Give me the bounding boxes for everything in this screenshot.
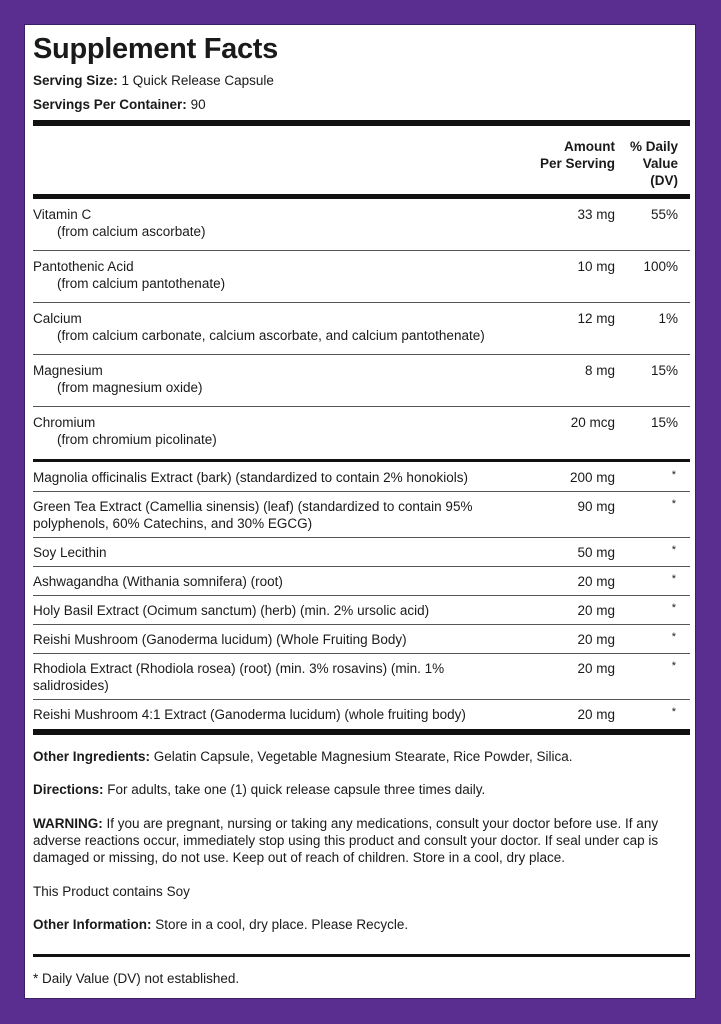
thick-rule-header [33, 194, 690, 199]
row-divider [33, 250, 690, 251]
nutrient-amount: 20 mcg [570, 415, 615, 430]
nutrient-name: Chromium [33, 415, 96, 430]
thick-rule-top [33, 120, 690, 126]
dv-header-line1: % Daily [629, 139, 678, 154]
row-divider [33, 302, 690, 303]
serving-size [33, 73, 274, 88]
row-divider [33, 566, 690, 567]
nutrient-dv: 15% [650, 415, 678, 430]
ingredient-name: Reishi Mushroom 4:1 Extract (Ganoderma lucidum) (whole fruiting body) [33, 707, 466, 722]
ingredient-dv: * [671, 573, 676, 585]
serving-size-label: Serving Size: [33, 73, 118, 88]
supplement-facts-panel [24, 24, 696, 999]
nutrient-source: (from magnesium oxide) [57, 380, 203, 395]
other-information-text: Store in a cool, dry place. Please Recycle. [155, 917, 409, 932]
other-information-label: Other Information: [33, 917, 152, 932]
ingredient-name: Ashwagandha (Withania somnifera) (root) [33, 574, 283, 589]
ingredient-name: Green Tea Extract (Camellia sinensis) (leaf) (standardized to contain 95% polyphenols, 60% Catechins, and 30% EGCG) [33, 499, 473, 531]
footnote: * Daily Value (DV) not established. [33, 971, 240, 986]
ingredient-dv: * [671, 706, 676, 718]
ingredient-name: Soy Lecithin [33, 545, 107, 560]
servings-per-container [33, 97, 206, 112]
directions [33, 781, 688, 798]
dv-header-line2: Value [642, 156, 678, 171]
row-divider [33, 491, 690, 492]
ingredient-amount: 20 mg [577, 707, 615, 722]
other-ingredients-label: Other Ingredients: [33, 749, 151, 764]
nutrient-amount: 12 mg [577, 311, 615, 326]
row-divider [33, 595, 690, 596]
dv-header-line3: (DV) [650, 173, 678, 188]
ingredient-name: Holy Basil Extract (Ocimum sanctum) (herb) (min. 2% ursolic acid) [33, 603, 430, 618]
ingredient-amount: 90 mg [577, 499, 615, 514]
ingredient-amount: 20 mg [577, 661, 615, 676]
amount-per-serving-header [495, 138, 615, 172]
ingredient-name: Rhodiola Extract (Rhodiola rosea) (root) (min. 3% rosavins) (min. 1% salidrosides) [33, 661, 445, 693]
amount-header-line2: Per Serving [539, 156, 615, 171]
warning [33, 815, 688, 866]
nutrient-name: Vitamin C [33, 207, 92, 222]
directions-label: Directions: [33, 782, 104, 797]
thick-rule-bottom [33, 729, 690, 735]
nutrient-dv: 1% [658, 311, 678, 326]
daily-value-header [615, 138, 678, 189]
servings-per-container-value: 90 [190, 97, 206, 112]
ingredient-amount: 20 mg [577, 574, 615, 589]
ingredient-amount: 50 mg [577, 545, 615, 560]
ingredient-amount: 20 mg [577, 632, 615, 647]
row-divider [33, 699, 690, 700]
ingredient-name: Magnolia officinalis Extract (bark) (standardized to contain 2% honokiols) [33, 470, 468, 485]
ingredient-name: Reishi Mushroom (Ganoderma lucidum) (Whole Fruiting Body) [33, 632, 407, 647]
ingredient-amount: 20 mg [577, 603, 615, 618]
nutrient-name: Magnesium [33, 363, 103, 378]
soy-notice: This Product contains Soy [33, 884, 190, 899]
row-divider [33, 653, 690, 654]
warning-label: WARNING: [33, 816, 103, 831]
ingredient-dv: * [671, 631, 676, 643]
ingredient-dv: * [671, 469, 676, 481]
row-divider [33, 354, 690, 355]
nutrient-amount: 8 mg [584, 363, 615, 378]
nutrient-name: Calcium [33, 311, 82, 326]
nutrient-source: (from calcium carbonate, calcium ascorbate, and calcium pantothenate) [57, 328, 485, 343]
row-divider [33, 537, 690, 538]
nutrient-name: Pantothenic Acid [33, 259, 134, 274]
nutrient-amount: 10 mg [577, 259, 615, 274]
nutrient-dv: 15% [650, 363, 678, 378]
row-divider [33, 406, 690, 407]
medium-rule [33, 459, 690, 462]
ingredient-dv: * [671, 544, 676, 556]
row-divider [33, 624, 690, 625]
warning-text: If you are pregnant, nursing or taking any medications, consult your doctor before use. If any adverse reactions occur, immediately stop using this product and consult your doctor. If seal under cap is damaged or missing, do not use. Keep out of reach of children. Store in a cool, dry place. [33, 816, 659, 865]
nutrient-source: (from calcium pantothenate) [57, 276, 226, 291]
amount-header-line1: Amount [564, 139, 615, 154]
serving-size-value: 1 Quick Release Capsule [121, 73, 274, 88]
ingredient-dv: * [671, 660, 676, 672]
ingredient-dv: * [671, 498, 676, 510]
servings-per-container-label: Servings Per Container: [33, 97, 187, 112]
nutrient-source: (from calcium ascorbate) [57, 224, 206, 239]
footnote-rule [33, 954, 690, 957]
nutrient-dv: 55% [650, 207, 678, 222]
other-information [33, 916, 688, 933]
nutrient-dv: 100% [643, 259, 678, 274]
other-ingredients [33, 748, 688, 765]
ingredient-dv: * [671, 602, 676, 614]
page-title: Supplement Facts [33, 33, 278, 65]
nutrient-source: (from chromium picolinate) [57, 432, 217, 447]
other-ingredients-text: Gelatin Capsule, Vegetable Magnesium Stearate, Rice Powder, Silica. [153, 749, 573, 764]
directions-text: For adults, take one (1) quick release capsule three times daily. [107, 782, 486, 797]
ingredient-amount: 200 mg [569, 470, 615, 485]
nutrient-amount: 33 mg [577, 207, 615, 222]
